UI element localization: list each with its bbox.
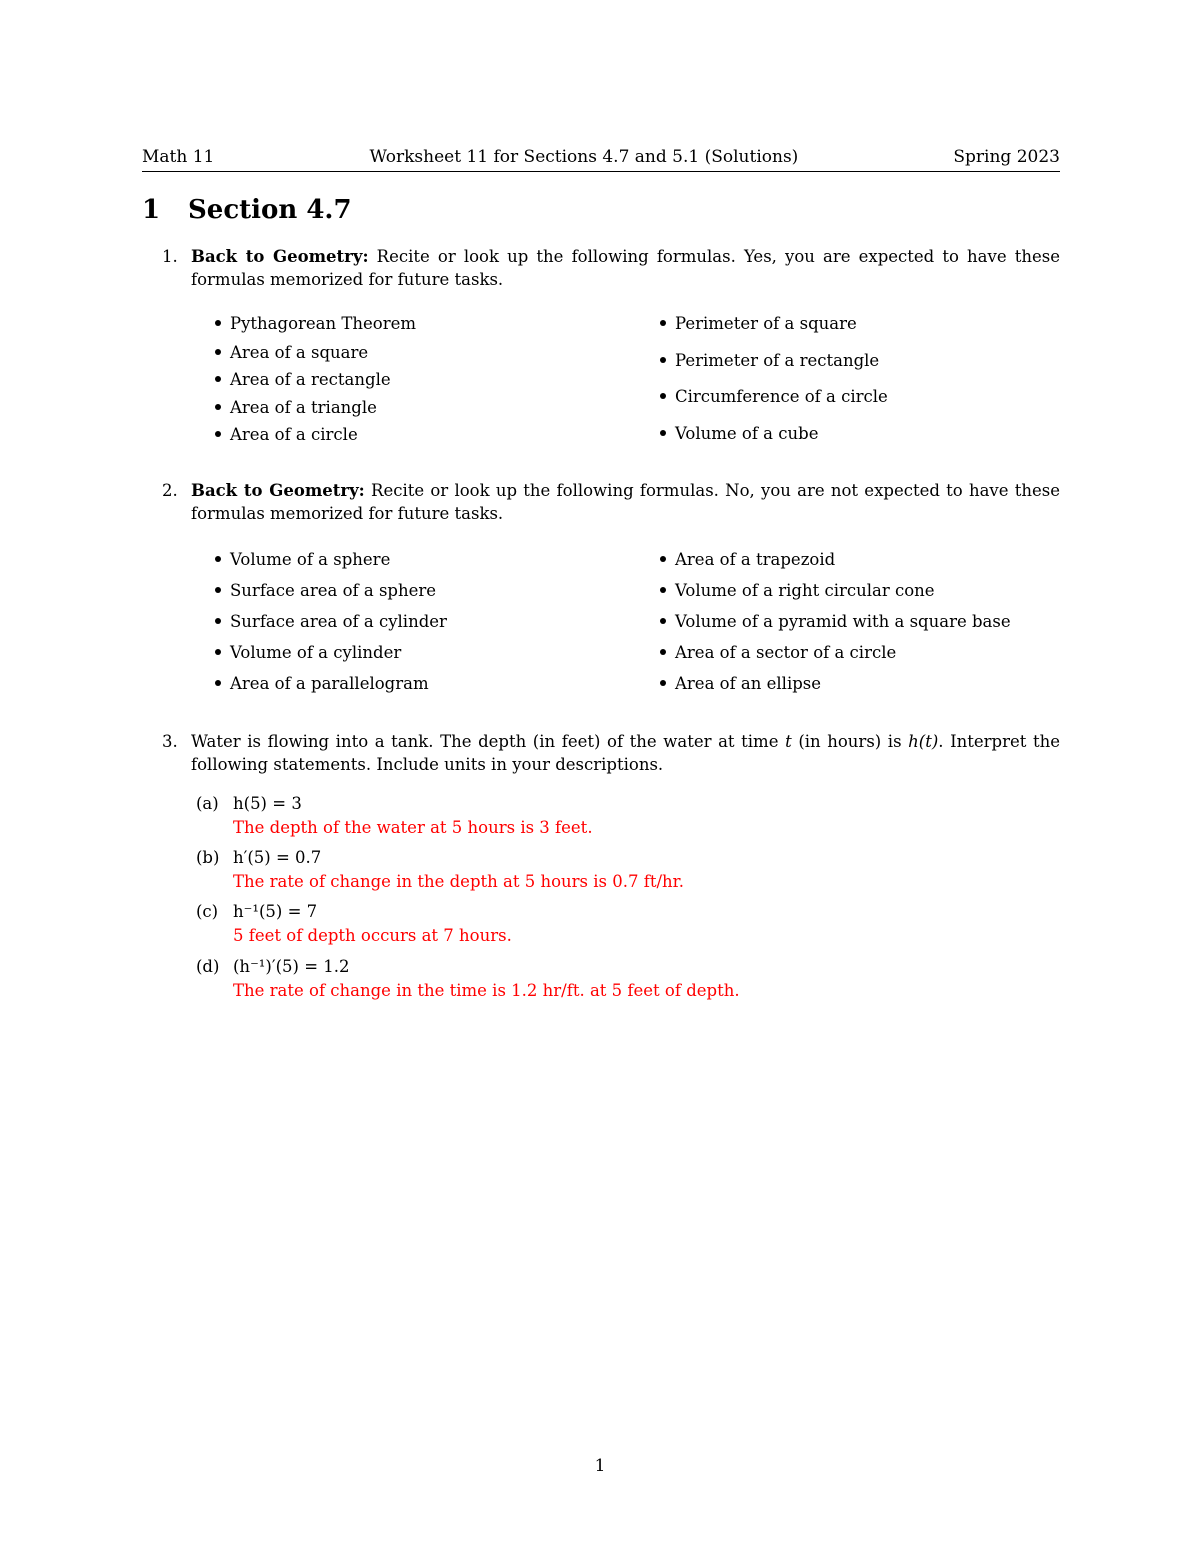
list-item: Pythagorean Theorem [215,314,416,333]
part-statement: h(5) = 3 [233,794,302,813]
list-item: Perimeter of a square [660,314,857,333]
header-course: Math 11 [142,147,215,167]
list-item: Volume of a cube [660,424,818,443]
problem-text [191,245,1060,291]
bullet-icon [215,556,221,562]
part-label: (b) [196,848,220,867]
header-term: Spring 2023 [953,147,1060,167]
list-item: Area of an ellipse [660,674,821,693]
part-label: (c) [196,902,219,921]
bullet-icon [215,431,221,437]
section-title: Section 4.7 [188,195,352,225]
bullet-icon [215,349,221,355]
bullet-icon [660,618,666,624]
bullet-icon [215,649,221,655]
part-statement: h′(5) = 0.7 [233,848,322,867]
bullet-icon [660,320,666,326]
list-item: Volume of a sphere [215,550,390,569]
bullet-icon [660,430,666,436]
problem-3 [162,730,1060,776]
bullet-icon [215,320,221,326]
list-item: Area of a circle [215,425,358,444]
list-item: Area of a triangle [215,398,377,417]
bullet-icon [215,376,221,382]
part-answer: The depth of the water at 5 hours is 3 feet. [233,818,593,837]
part-c [196,900,512,948]
bullet-icon [660,649,666,655]
list-item: Surface area of a sphere [215,581,436,600]
problem-1 [162,245,1060,291]
part-statement: (h⁻¹)′(5) = 1.2 [233,957,350,976]
problem-text: Water is flowing into a tank. The depth (in feet) of the water at time t (in hours) is h(t). Interpret the following statements. Include units in your descriptions. [191,732,1061,774]
part-answer: The rate of change in the time is 1.2 hr/ft. at 5 feet of depth. [233,981,740,1000]
list-item: Surface area of a cylinder [215,612,447,631]
bullet-icon [660,556,666,562]
problem-number: 1. [162,247,178,266]
list-item: Area of a square [215,343,368,362]
list-item: Perimeter of a rectangle [660,351,879,370]
bullet-icon [660,680,666,686]
bullet-icon [215,404,221,410]
part-b [196,846,684,894]
page-number: 1 [594,1456,606,1476]
list-item: Area of a parallelogram [215,674,429,693]
bullet-icon [215,618,221,624]
list-item: Area of a rectangle [215,370,391,389]
part-label: (a) [196,794,219,813]
bullet-icon [215,680,221,686]
problem-text [191,479,1060,525]
part-answer: 5 feet of depth occurs at 7 hours. [233,926,512,945]
section-heading [142,190,352,230]
problem-body: Recite or look up the following formulas. Yes, you are expected to have these formulas memorized for future tasks. [191,247,1060,289]
list-item: Area of a sector of a circle [660,643,896,662]
list-item: Volume of a pyramid with a square base [660,612,1011,631]
header-title: Worksheet 11 for Sections 4.7 and 5.1 (Solutions) [369,147,799,167]
part-label: (d) [196,957,220,976]
list-item: Volume of a right circular cone [660,581,935,600]
running-header [142,146,1060,168]
bullet-icon [660,357,666,363]
var-t: t [785,732,792,751]
bullet-icon [660,393,666,399]
section-number: 1 [142,195,161,225]
problem-2 [162,479,1060,525]
list-item: Volume of a cylinder [215,643,401,662]
part-statement: h⁻¹(5) = 7 [233,902,318,921]
problem-number: 3. [162,732,178,751]
problem-number: 2. [162,481,178,500]
bullet-icon [215,587,221,593]
bullet-icon [660,587,666,593]
func-h-of-t: h(t) [908,732,939,751]
problem-body: Recite or look up the following formulas. No, you are not expected to have these formulas memorized for future tasks. [191,481,1060,523]
part-answer: The rate of change in the depth at 5 hours is 0.7 ft/hr. [233,872,684,891]
list-item: Circumference of a circle [660,387,888,406]
part-d [196,955,740,1003]
list-item: Area of a trapezoid [660,550,835,569]
header-rule [142,171,1060,172]
problem-bold-lead: Back to Geometry: [191,247,369,266]
problem-bold-lead: Back to Geometry: [191,481,365,500]
part-a [196,792,593,840]
